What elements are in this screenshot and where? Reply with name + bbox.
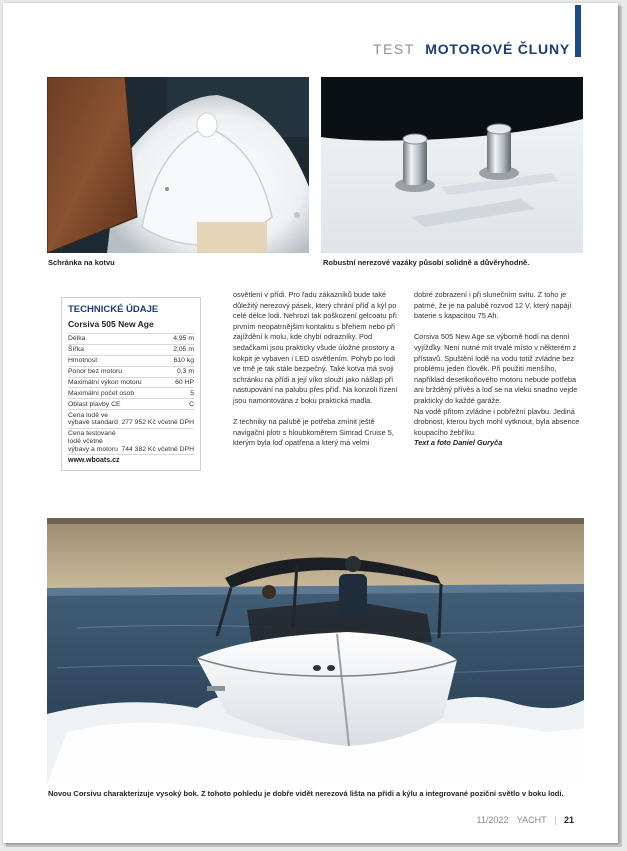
header-accent-bar <box>575 5 581 57</box>
tech-row-length <box>68 333 194 344</box>
tech-label: Maximální počet osob <box>68 389 135 397</box>
caption-main: Novou Corsivu charakterizuje vysoký bok. Z tohoto pohledu je dobře vidět nerezová lišta na přídi a kýlu a integrované poziční světlo v boku lodi. <box>48 789 564 798</box>
article-column-1 <box>233 290 401 449</box>
tech-row-draft <box>68 366 194 377</box>
tech-row-weight <box>68 355 194 366</box>
tech-value: 2,05 m <box>173 346 194 354</box>
tech-model: Corsiva 505 New Age <box>68 319 154 329</box>
page-shadow-bottom <box>6 843 622 847</box>
tech-value: C <box>189 400 194 408</box>
tech-row-price-standard <box>68 409 194 428</box>
tech-row-max-power <box>68 377 194 388</box>
tech-value: 0,3 m <box>177 367 194 375</box>
tech-label: Cena testované lodě včetně výbavy a motoru <box>68 430 118 453</box>
col1-paragraph-1: osvětlení v přídi. Pro řadu zákazníků bude také důležitý nerezový pásek, který chrání příď a kýl po celé délce lodi. Nehrozí tak poškození gelcoatu při prvním neopatrnějším kontaktu s břehem nebo při zajíždění k molu, kde chybí odrazníky. Pod sedačkami jsou prakticky všude úložné prostory a kokpit je vybaven i LED osvětlením. Pohyb po lodi ve tmě je tak stále bezpečný. Také kotva má svoji schránku na přídi a její víko slouží jako nášlap při nastupování na palubu přes příď. Na konzoli řízení jsou namontována z boku praktická madla. <box>233 290 398 405</box>
tech-row-max-persons <box>68 387 194 398</box>
footer-page-number: 21 <box>563 815 574 825</box>
col2-paragraph-3: Na vodě přitom zvládne i pobřežní plavbu. Jediná drobnost, kterou bych mohl vytknout, byla absence koupacího žebříku. <box>414 406 580 437</box>
header-section: TEST <box>373 41 415 57</box>
photo-cleats <box>321 77 583 253</box>
page-footer <box>477 815 574 825</box>
tech-value: 610 kg <box>173 357 194 365</box>
col2-paragraph-1: dobré zobrazení i při slunečním svitu. Z toho je patrné, že je na palubě rozvod 12 V, který napájí baterie s kapacitou 75 Ah. <box>414 290 572 321</box>
footer-magazine: YACHT <box>516 815 547 825</box>
tech-value: 744 382 Kč včetně DPH <box>121 445 194 453</box>
page-shadow-right <box>618 6 622 844</box>
article-credit: Text a foto Daniel Guryča <box>414 438 503 448</box>
caption-cleats: Robustní nerezové vazáky působí solidně a důvěryhodně. <box>323 258 530 267</box>
footer-issue: 11/2022 <box>476 815 509 825</box>
tech-label: Oblast plavby CE <box>68 400 121 408</box>
col1-paragraph-2: Z techniky na palubě je potřeba zmínit ještě navigační plotr s hloubkoměrem Simrad Cruise 5, kterým byla loď opatřena a který má velmi <box>233 417 394 448</box>
tech-label: Cena lodě ve výbavě standard <box>68 411 118 427</box>
tech-row-price-tested <box>68 428 194 454</box>
tech-label: Maximální výkon motoru <box>68 378 142 386</box>
tech-value: 5 <box>190 389 194 397</box>
technical-data-box <box>61 297 201 471</box>
tech-row-width <box>68 344 194 355</box>
page-header <box>373 41 570 59</box>
magazine-page <box>3 3 618 843</box>
tech-value: 60 HP <box>175 378 194 386</box>
header-topic: MOTOROVÉ ČLUNY <box>425 41 570 57</box>
photo-anchor-locker <box>47 77 309 253</box>
col2-paragraph-2: Corsiva 505 New Age se výborně hodí na denní vyjížďky. Není nutné mít trvalé místo v některém z přístavů. Spuštění lodě na vodu totiž zvládne bez problému jeden člověk. Při použití menšího, například desetikoňového motoru nebude potřeba ani bržděný přívěs a loď se na vleku snadno vejde prakticky do každé garáže. <box>414 332 578 405</box>
footer-separator: | <box>554 815 557 825</box>
tech-label: Délka <box>68 335 86 343</box>
tech-rows <box>68 333 194 464</box>
article-column-2 <box>414 290 587 449</box>
tech-value: 277 952 Kč včetně DPH <box>121 419 194 427</box>
tech-label: Hmotnost <box>68 357 98 365</box>
tech-value: 4,95 m <box>173 335 194 343</box>
tech-label: Ponor bez motoru <box>68 367 123 375</box>
tech-label: Šířka <box>68 346 84 354</box>
photo-boat-main <box>47 518 584 784</box>
tech-title: TECHNICKÉ ÚDAJE <box>68 304 159 315</box>
tech-row-ce-category <box>68 398 194 409</box>
tech-url: www.wboats.cz <box>68 454 194 464</box>
caption-anchor: Schránka na kotvu <box>48 258 115 267</box>
